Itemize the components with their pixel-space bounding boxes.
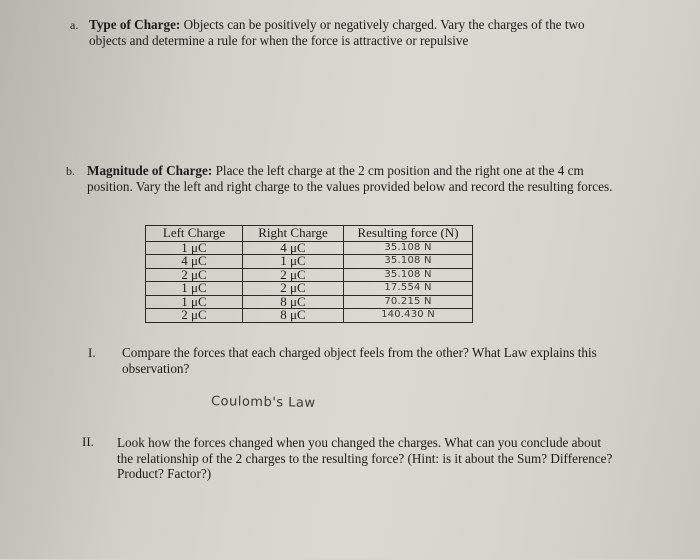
part-a-marker: a. [70,18,79,32]
header-left-charge: Left Charge [146,226,243,242]
table-row [146,255,473,269]
question-1-marker: I. [88,345,96,360]
part-a-text: Objects can be positively or negatively charged. Vary the charges of the two objects and determine a rule for when the force is attractive or repulsive [89,17,585,48]
right-charge-cell: 1 μC [243,255,344,269]
force-cell: 35.108 N [344,241,473,255]
right-charge-cell: 2 μC [243,282,344,296]
table-header-row [146,226,473,242]
left-charge-cell: 2 μC [146,268,243,282]
part-b-text: Place the left charge at the 2 cm position and the right one at the 4 cm position. Vary the left and right charge to the values provided below and record the resulting forces. [87,163,613,194]
right-charge-cell: 8 μC [243,295,344,309]
left-charge-cell: 1 μC [146,241,243,255]
force-cell: 17.554 N [344,282,473,296]
left-charge-cell: 2 μC [146,309,243,323]
force-cell: 35.108 N [344,268,473,282]
question-1-handwritten-answer: Coulomb's Law [210,394,316,411]
part-a-heading: Type of Charge: [89,17,181,32]
question-2-marker: II. [82,434,94,449]
header-resulting-force: Resulting force (N) [344,226,473,242]
table-row [146,309,473,323]
table-row [146,282,473,296]
right-charge-cell: 4 μC [243,241,344,255]
force-cell: 140.430 N [344,309,473,323]
header-right-charge: Right Charge [243,226,344,242]
question-2-text: Look how the forces changed when you changed the charges. What can you conclude about the relationship of the 2 charges to the resulting force? (Hint: is it about the Sum? Difference? Product? Factor?) [117,435,613,481]
question-1-text: Compare the forces that each charged object feels from the other? What Law explains this observation? [122,345,597,376]
charge-force-table [145,225,473,323]
part-b-heading: Magnitude of Charge: [87,163,213,178]
right-charge-cell: 8 μC [243,309,344,323]
part-b-question [87,163,627,194]
part-b-marker: b. [66,164,75,178]
force-cell: 35.108 N [344,255,473,269]
left-charge-cell: 4 μC [146,255,243,269]
left-charge-cell: 1 μC [146,295,243,309]
force-cell: 70.215 N [344,295,473,309]
left-charge-cell: 1 μC [146,282,243,296]
part-a-question [89,17,609,48]
right-charge-cell: 2 μC [243,268,344,282]
